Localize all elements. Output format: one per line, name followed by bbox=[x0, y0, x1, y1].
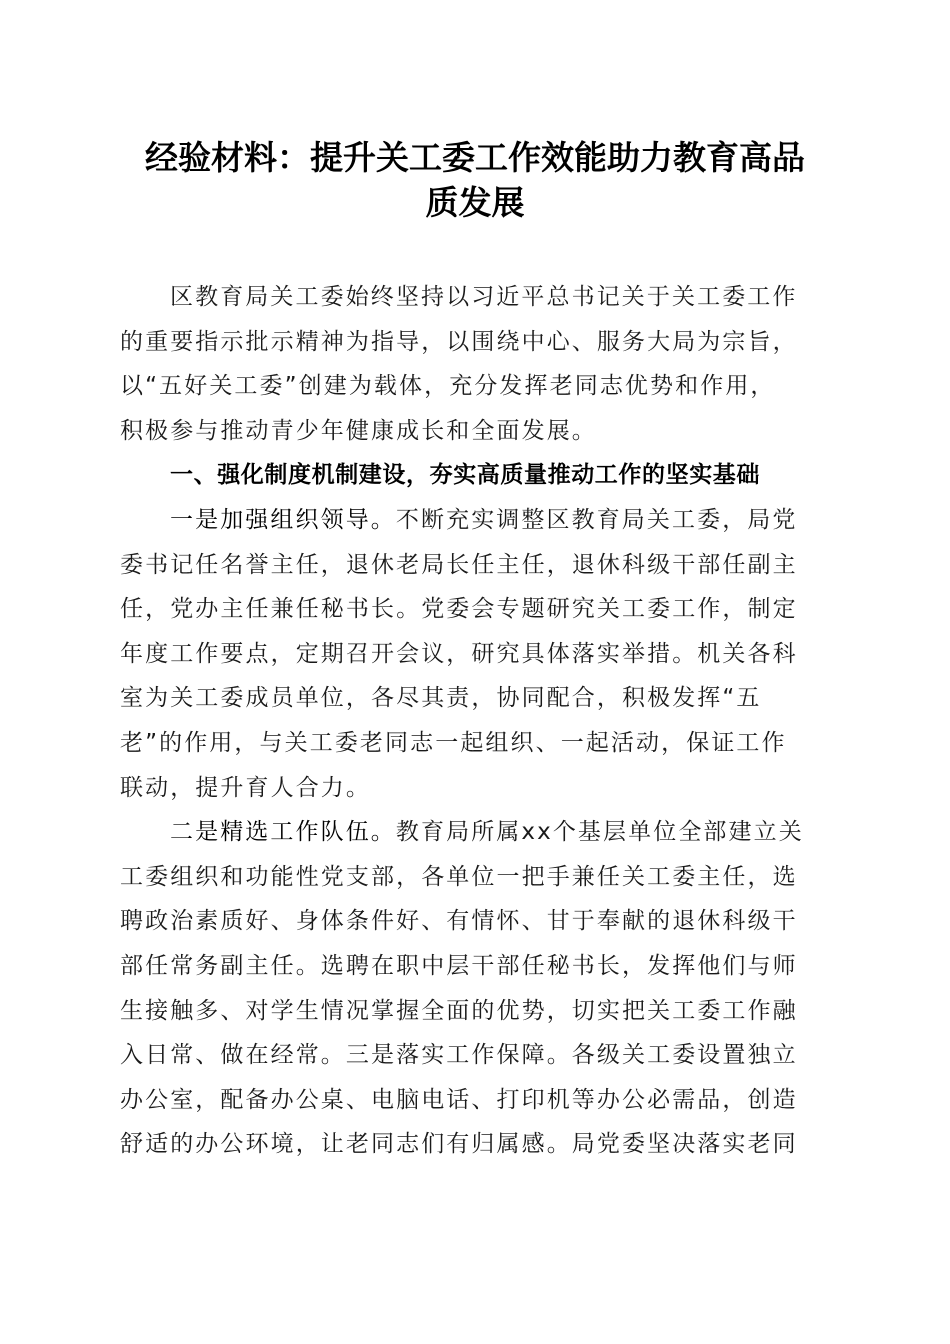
text-line: 入日常、做在经常。三是落实工作保障。各级关工委设置独立 bbox=[120, 1042, 798, 1069]
text-line: 积极参与推动青少年健康成长和全面发展。 bbox=[120, 417, 597, 444]
text-span: 不断充实调整区教育局关工委，局党 bbox=[395, 506, 798, 533]
text-span: 教育局所属xx个基层单位全部建立关 bbox=[395, 819, 804, 846]
text-line: 室为关工委成员单位，各尽其责，协同配合，积极发挥“五 bbox=[120, 685, 762, 712]
point-lead: 一是加强组织领导。 bbox=[170, 506, 396, 533]
text-line: 聘政治素质好、身体条件好、有情怀、甘于奉献的退休科级干 bbox=[120, 908, 798, 935]
text-line: 工委组织和功能性党支部，各单位一把手兼任关工委主任，选 bbox=[120, 863, 798, 890]
text-line: 办公室，配备办公桌、电脑电话、打印机等办公必需品，创造 bbox=[120, 1086, 798, 1113]
point-lead: 二是精选工作队伍。 bbox=[170, 819, 396, 846]
text-line bbox=[120, 810, 822, 855]
title-line-2: 质发展 bbox=[425, 182, 525, 222]
document-body bbox=[120, 275, 822, 1167]
paragraph-point-1 bbox=[120, 498, 822, 810]
text-line: 区教育局关工委始终坚持以习近平总书记关于关工委工作 bbox=[170, 284, 798, 310]
text-line: 委书记任名誉主任，退休老局长任主任，退休科级干部任副主 bbox=[120, 551, 798, 578]
text-line: 老”的作用，与关工委老同志一起组织、一起活动，保证工作 bbox=[120, 729, 787, 756]
text-line: 联动，提升育人合力。 bbox=[120, 774, 371, 801]
text-line: 任，党办主任兼任秘书长。党委会专题研究关工委工作，制定 bbox=[120, 596, 798, 623]
text-line: 的重要指示批示精神为指导，以围绕中心、服务大局为宗旨， bbox=[120, 328, 798, 355]
text-line: 舒适的办公环境，让老同志们有归属感。局党委坚决落实老同 bbox=[120, 1131, 798, 1158]
intro-paragraph bbox=[120, 275, 822, 453]
title-line-1: 经验材料：提升关工委工作效能助力教育高品 bbox=[145, 138, 805, 177]
section-heading-1: 一、强化制度机制建设，夯实高质量推动工作的坚实基础 bbox=[170, 462, 760, 489]
text-line: 以“五好关工委”创建为载体，充分发挥老同志优势和作用， bbox=[120, 373, 776, 400]
text-line: 年度工作要点，定期召开会议，研究具体落实举措。机关各科 bbox=[120, 640, 798, 667]
text-line: 部任常务副主任。选聘在职中层干部任秘书长，发挥他们与师 bbox=[120, 952, 798, 979]
paragraph-point-2 bbox=[120, 810, 822, 1167]
text-line bbox=[120, 498, 822, 543]
text-line: 生接触多、对学生情况掌握全面的优势，切实把关工委工作融 bbox=[120, 997, 798, 1024]
document-title bbox=[110, 136, 840, 225]
